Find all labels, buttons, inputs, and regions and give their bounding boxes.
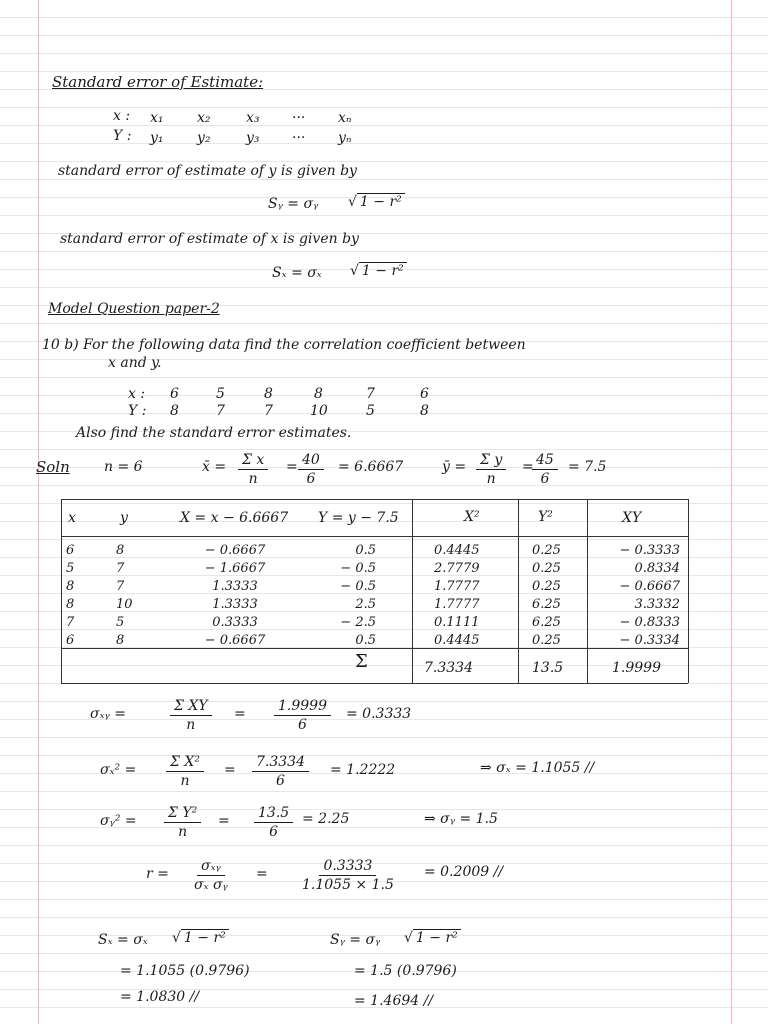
- y-row-value: y₁: [150, 130, 164, 146]
- table-cell: 0.25: [532, 579, 561, 594]
- mean-x-result: = 6.6667: [338, 459, 404, 475]
- table-cell: 0.25: [532, 633, 561, 648]
- table-cell: 1.7777: [434, 597, 480, 612]
- y-row-value: y₃: [246, 130, 260, 146]
- given-y-value: 5: [366, 403, 375, 419]
- table-cell: 8: [66, 579, 75, 594]
- sigma-xy-lhs: σₓᵧ =: [90, 706, 126, 722]
- given-y-value: 7: [216, 403, 225, 419]
- sqrt-one-minus-r-squared: √ 1 − r²: [350, 263, 407, 279]
- x-row-value: xₙ: [338, 110, 352, 126]
- sy-result: = 1.4694 //: [354, 993, 434, 1009]
- table-cell: 0.4445: [434, 633, 480, 648]
- table-cell: 0.5: [355, 543, 376, 558]
- table-cell: 5: [116, 615, 125, 630]
- sigma-x-squared-lhs: σₓ² =: [100, 762, 137, 778]
- table-cell: 2.5: [355, 597, 376, 612]
- table-cell: − 2.5: [340, 615, 376, 630]
- r-lhs: r =: [146, 866, 169, 882]
- given-y-value: 8: [170, 403, 179, 419]
- table-cell: 0.4445: [434, 543, 480, 558]
- n-value: n = 6: [104, 459, 143, 475]
- sigma-y-squared-fraction-values: $\frac{13.5}{6}$: [254, 805, 293, 840]
- sqrt-one-minus-r-squared: √ 1 − r²: [404, 930, 461, 946]
- text-line-error-of-x: standard error of estimate of x is given by: [60, 231, 359, 247]
- x-row-value: x₁: [150, 110, 164, 126]
- equals-sign: =: [234, 706, 246, 722]
- table-cell: 8: [66, 597, 75, 612]
- mean-y-fraction: $\frac{\text{Σ y}}{n}$: [476, 452, 506, 487]
- sx-result: = 1.0830 //: [120, 989, 200, 1005]
- table-cell: 5: [66, 561, 75, 576]
- section-title-model-question-paper: Model Question paper-2: [48, 301, 220, 317]
- table-cell: − 1.6667: [204, 561, 266, 576]
- sigma-xy-result: = 0.3333: [346, 706, 412, 722]
- sigma-xy-fraction: $\frac{\text{Σ XY}}{n}$: [170, 698, 212, 733]
- equals-sign: =: [256, 866, 268, 882]
- x-row-value: ···: [292, 110, 306, 126]
- mean-x-fraction: $\frac{\text{Σ x}}{n}$: [238, 452, 268, 487]
- table-cell: 0.25: [532, 561, 561, 576]
- table-cell: − 0.6667: [204, 633, 266, 648]
- table-cell: 6: [66, 543, 75, 558]
- equals-sign: =: [224, 762, 236, 778]
- table-header-X-squared: X²: [464, 509, 480, 525]
- also-find-text: Also find the standard error estimates.: [76, 425, 352, 441]
- sy-substitution: = 1.5 (0.9796): [354, 963, 457, 979]
- sqrt-one-minus-r-squared: √ 1 − r²: [172, 930, 229, 946]
- table-cell: 7: [66, 615, 75, 630]
- sum-Y-squared: 13.5: [532, 660, 564, 676]
- sigma-y-squared-result: = 2.25: [302, 811, 350, 827]
- sigma-y-squared-fraction: $\frac{\text{Σ Y²}}{n}$: [164, 805, 201, 840]
- table-header-Y: Y = y − 7.5: [318, 510, 399, 526]
- right-margin-line: [731, 0, 732, 1024]
- table-cell: 0.5: [355, 633, 376, 648]
- sum-XY: 1.9999: [612, 660, 661, 676]
- table-cell: 7: [116, 579, 125, 594]
- given-x-value: 5: [216, 386, 225, 402]
- given-y-value: 7: [264, 403, 273, 419]
- equals-sign: =: [286, 459, 298, 475]
- table-cell: 2.7779: [434, 561, 480, 576]
- table-cell: 8: [116, 543, 125, 558]
- x-row-value: x₂: [197, 110, 211, 126]
- given-y-value: 8: [420, 403, 429, 419]
- table-header-Y-squared: Y²: [538, 509, 553, 525]
- x-row-value: x₃: [246, 110, 260, 126]
- sigma-x-result: ⇒ σₓ = 1.1055 //: [480, 760, 595, 776]
- table-cell: 6: [66, 633, 75, 648]
- y-row-value: y₂: [197, 130, 211, 146]
- sigma-y-result: ⇒ σᵧ = 1.5: [424, 811, 498, 827]
- given-y-value: 10: [310, 403, 328, 419]
- r-result: = 0.2009 //: [424, 864, 504, 880]
- sigma-x-squared-fraction: $\frac{\text{Σ X²}}{n}$: [166, 754, 204, 789]
- given-x-value: 8: [264, 386, 273, 402]
- table-cell: − 0.5: [340, 561, 376, 576]
- given-x-value: 7: [366, 386, 375, 402]
- table-cell: 0.1111: [434, 615, 480, 630]
- formula-sy: Sᵧ = σᵧ: [268, 196, 319, 212]
- table-cell: 1.3333: [212, 597, 258, 612]
- table-cell: 8: [116, 633, 125, 648]
- table-cell: − 0.6667: [619, 579, 680, 594]
- table-header-XY: XY: [622, 510, 642, 526]
- table-cell: 6.25: [532, 615, 561, 630]
- table-cell: 6.25: [532, 597, 561, 612]
- mean-y-fraction-values: $\frac{45}{6}$: [532, 452, 558, 487]
- sigma-y-squared-lhs: σᵧ² =: [100, 813, 137, 829]
- sx-formula: Sₓ = σₓ: [98, 932, 148, 948]
- table-header-X: X = x − 6.6667: [180, 510, 289, 526]
- section-title-standard-error: Standard error of Estimate:: [52, 73, 264, 91]
- sum-X-squared: 7.3334: [424, 660, 473, 676]
- table-column-Y: [318, 542, 376, 650]
- formula-sx: Sₓ = σₓ: [272, 265, 322, 281]
- table-column-X: [180, 542, 290, 650]
- table-cell: 7: [116, 561, 125, 576]
- table-column-X-squared: [434, 542, 480, 650]
- table-cell: 1.7777: [434, 579, 480, 594]
- given-x-label: x :: [128, 386, 146, 402]
- given-x-value: 6: [420, 386, 429, 402]
- equals-sign: =: [218, 813, 230, 829]
- given-y-label: Y :: [128, 403, 147, 419]
- text-line-error-of-y: standard error of estimate of y is given by: [58, 163, 357, 179]
- given-x-value: 8: [314, 386, 323, 402]
- r-fraction-values: $\frac{0.3333}{1.1055 \times 1.5}$: [302, 858, 394, 893]
- table-cell: − 0.5: [340, 579, 376, 594]
- table-cell: 0.8334: [634, 561, 680, 576]
- y-row-value: yₙ: [338, 130, 352, 146]
- table-column-y: [116, 542, 133, 650]
- table-cell: 0.25: [532, 543, 561, 558]
- y-row-value: ···: [292, 130, 306, 146]
- table-cell: 1.3333: [212, 579, 258, 594]
- sum-sigma-symbol: Σ: [355, 651, 368, 672]
- table-column-x: [66, 542, 74, 650]
- table-column-XY: [595, 542, 680, 650]
- table-header-x: x: [68, 510, 76, 526]
- sigma-x-squared-result: = 1.2222: [330, 762, 396, 778]
- left-margin-line: [38, 0, 39, 1024]
- table-cell: − 0.8333: [619, 615, 680, 630]
- mean-y-lhs: ȳ =: [442, 459, 467, 475]
- mean-x-lhs: x̄ =: [202, 459, 227, 475]
- table-cell: − 0.3334: [619, 633, 680, 648]
- table-cell: 10: [116, 597, 133, 612]
- x-row-label: x :: [113, 108, 131, 124]
- mean-y-result: = 7.5: [568, 459, 607, 475]
- sy-formula: Sᵧ = σᵧ: [330, 932, 381, 948]
- mean-x-fraction-values: $\frac{40}{6}$: [298, 452, 324, 487]
- table-cell: 3.3332: [634, 597, 680, 612]
- y-row-label: Y :: [113, 128, 132, 144]
- given-x-value: 6: [170, 386, 179, 402]
- table-column-Y-squared: [532, 542, 561, 650]
- table-cell: − 0.6667: [204, 543, 266, 558]
- question-line-1: 10 b) For the following data find the correlation coefficient between: [42, 337, 526, 353]
- sigma-xy-fraction-values: $\frac{1.9999}{6}$: [274, 698, 331, 733]
- solution-label: Soln: [36, 458, 70, 476]
- table-cell: 0.3333: [212, 615, 258, 630]
- question-line-2: x and y.: [108, 355, 162, 371]
- sx-substitution: = 1.1055 (0.9796): [120, 963, 250, 979]
- r-fraction: σₓᵧ σₓ σᵧ: [194, 858, 228, 893]
- table-cell: − 0.3333: [619, 543, 680, 558]
- sqrt-one-minus-r-squared: √ 1 − r²: [348, 194, 405, 210]
- equals-sign: =: [522, 459, 534, 475]
- sigma-x-squared-fraction-values: $\frac{7.3334}{6}$: [252, 754, 309, 789]
- table-header-y: y: [120, 510, 128, 526]
